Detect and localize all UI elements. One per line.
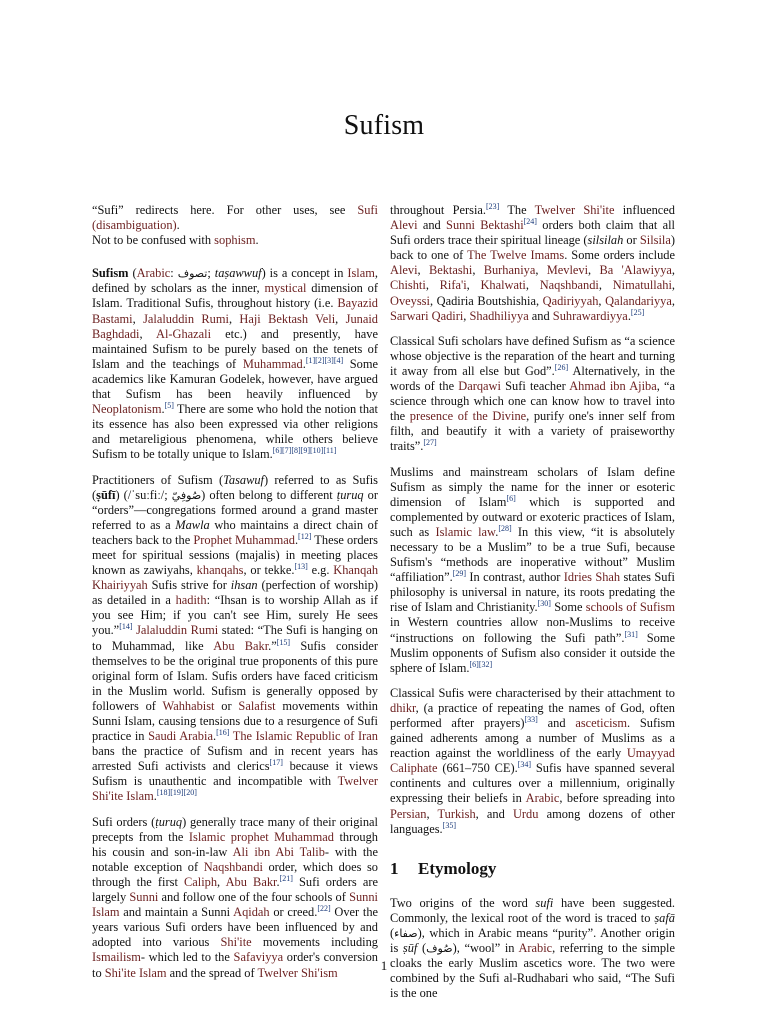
text: Classical Sufis were characterised by their attachment to [390,685,675,700]
citation[interactable]: [12] [298,531,312,541]
link-hadith[interactable]: hadith [175,593,207,608]
text: Some Muslim opponents of Sufism also consider it outside the sphere of Islam. [390,630,675,675]
text: through his cousin and son-in-law [92,829,378,859]
text: , referring to the simple cloaks the early Muslim ascetics wore. The two were combined by the Sufi al-Rudhabari who said, “The Sufi is the one [390,941,675,1001]
text: Muslims and mainstream scholars of Islam define Sufism as simply the name for the inner or esoteric dimension of Islam [390,464,675,509]
page-number: 1 [380,958,388,973]
text: .” [268,638,277,653]
text: movements including [251,935,378,950]
link-order[interactable]: Naqshbandi [539,278,599,293]
text: and [537,716,576,730]
citation[interactable]: [14] [119,622,133,632]
text: , [335,311,346,326]
link-ali[interactable]: Ali ibn Abi Talib [232,844,325,859]
link-khanqahs[interactable]: khanqahs [196,563,244,578]
text: : [170,266,178,281]
text: ) often belong to different [201,487,337,502]
citation[interactable]: [6][32] [469,659,493,669]
section-title: Etymology [418,858,497,878]
text: Some academics like Kamuran Godelek, however, have argued that Sufism has been heavily influenced by [92,356,378,402]
citation[interactable]: [15] [276,637,291,647]
text: , Qadiria Boutshishia, [429,293,543,308]
link-wahhabist[interactable]: Wahhabist [162,698,215,713]
citation[interactable]: [28] [498,523,512,533]
text: . Some orders include [564,248,675,263]
citation[interactable]: [6] [506,493,516,503]
link-iran[interactable]: The Islamic Republic of Iran [232,729,378,744]
text: ) generally trace many of their original precepts from the [92,814,378,844]
text: or “orders”—congregations formed around a grand master referred to as a [92,487,379,532]
link-umayyad-caliphate[interactable]: Umayyad Caliphate [390,746,675,776]
link-ismailism[interactable]: Ismailism [92,950,141,965]
text: Practitioners of Sufism ( [92,472,224,487]
link-order[interactable]: Shadhiliyya [469,308,529,323]
text: or [623,233,640,248]
link-order[interactable]: Khalwati [480,278,526,293]
text: ; [207,266,215,281]
text: Over the years various Sufi orders have been influenced by and adopted into various [92,905,379,950]
term: Tasawuf [223,472,264,487]
citation[interactable]: [26] [554,362,569,372]
text: , [132,311,144,326]
text: . [153,789,157,804]
link-arabic[interactable]: Arabic [518,941,553,956]
text: e.g. [307,563,334,578]
link-junaid[interactable]: Junaid Baghdadi [92,311,378,341]
text: . [276,874,280,889]
citation[interactable]: [30] [537,599,551,609]
arabic-term: صفاء [394,927,418,941]
link-silsila[interactable]: Silsila [639,233,671,248]
link-turkish[interactable]: Turkish [437,806,476,821]
text: . [495,524,499,539]
link-order[interactable]: Mevlevi [546,263,589,278]
term: ṭuruq [336,487,364,502]
text: . Sufism gained adherents among a number of Muslims as a reaction against the worldliness of the early [390,716,675,761]
link-safaviyya[interactable]: Safaviyya [233,950,284,965]
page-title: Sufism [343,110,425,141]
text: Sufis consider themselves to be the original true proponents of this pure original form of Islam. Sufis orders have faced criticism in the Muslim world. Sufism is generally opposed by followers of [92,638,378,713]
citation[interactable]: [35] [442,820,456,830]
text: among dozens of other languages. [390,806,675,836]
link-arabic[interactable]: Arabic [525,791,560,806]
arabic-term: صُوفِيّ [171,488,202,502]
link-rumi[interactable]: Jalaluddin Rumi [136,623,219,638]
link-schools-of-sufism[interactable]: schools of Sufism [585,600,676,615]
link-order[interactable]: Sarwari Qadiri [390,308,464,323]
link-mystical[interactable]: mystical [264,281,307,296]
link-order[interactable]: Burhaniya [483,263,536,278]
text: ), which in Arabic means “purity”. Another origin is [390,926,675,956]
text: , “a science through which one can know how to travel into the [390,379,676,424]
link-bayazid[interactable]: Bayazid Bastami [92,296,378,326]
text: or creed. [269,905,318,920]
text: orders both claim that all Sufi orders trace their spiritual lineage ( [390,218,675,248]
link-twelver-shiism[interactable]: Twelver Shi'ism [257,965,338,980]
citation[interactable]: [21] [279,873,293,883]
section-number: 1 [390,858,399,878]
text: states Sufi philosophy is universal in nature, its roots predating the rise of Islam and Christianity. [390,570,675,615]
text: ) referred to as Sufis ( [92,472,379,502]
text: ) (/ˈsuːfiː/; [115,487,172,502]
term: silsilah [587,233,624,248]
text: , or tekke. [243,563,295,578]
right-column [390,203,675,1012]
link-presence-divine[interactable]: presence of the Divine [409,409,527,424]
paragraph-mainstream [390,465,675,676]
link-persian[interactable]: Persian [390,806,427,821]
link-sunni[interactable]: Sunni [129,890,159,905]
text: In contrast, author [466,570,564,585]
link-islamic-law[interactable]: Islamic law [435,524,496,539]
text: order, which does so through the first [92,859,378,889]
text: (perfection of worship) as detailed in a [92,578,379,608]
text: ( [390,926,395,941]
hatnote-redirect [92,203,378,233]
term: ihsan [230,578,258,593]
text: and the spread of [166,965,258,980]
citation[interactable]: [17] [269,758,283,768]
link-ghazali[interactable]: Al-Ghazali [156,326,212,341]
orders-list: Alevi, Bektashi, Burhaniya, Mevlevi, Ba 'Alawiyya, Chishti, Rifa'i, Khalwati, Naqshbandi, Nimatullahi, Oveyssi [390,263,676,308]
hatnote-text: “Sufi” redirects here. For other uses, see [92,203,358,217]
text: - which led to the [140,950,234,965]
paragraph-lineage [390,203,675,324]
hatnote-confusion [92,233,378,248]
citation[interactable]: [1][2][3][4] [305,355,344,365]
link-sunni-bektashi[interactable]: Sunni Bektashi [446,218,524,233]
text: ) is a concept in [261,266,348,281]
link-saudi-arabia[interactable]: Saudi Arabia [148,729,213,744]
text: , purify one's inner self from filth, and beautify it with a variety of praiseworthy traits”. [390,409,675,454]
link-caliph[interactable]: Caliph [184,874,218,889]
link-khanqah-khairiyyah[interactable]: Khanqah Khairiyyah [92,563,379,593]
text: have been suggested. Commonly, the lexical root of the word is traced to [390,895,675,925]
link-neoplatonism[interactable]: Neoplatonism [92,402,162,417]
link-twelver-shiite[interactable]: Twelver Shi'ite [534,203,615,217]
translit: taṣawwuf [214,266,262,281]
text: because it views Sufism is unauthentic and incompatible with [92,759,379,789]
left-column [92,203,378,991]
paragraph-etymology [390,896,675,1002]
text: . [212,729,217,744]
text: These orders meet for spiritual sessions (majalis) in meeting places known as zawiyahs, [92,532,378,578]
text: ) back to one of [390,233,675,263]
link-aqidah[interactable]: Aqidah [233,905,270,920]
term: ṣafā [654,910,675,925]
text: Sufi orders ( [92,814,156,829]
link-order[interactable]: Qadiriyyah [542,293,599,308]
link-abu-bakr[interactable]: Abu Bakr [225,874,277,889]
lead-term: Sufism [92,266,129,281]
text: - with the notable exception of [92,844,378,874]
link-twelver-shiite-islam[interactable]: Twelver Shi'ite Islam [92,774,378,804]
link-order[interactable]: Ba 'Alawiyya [599,263,672,278]
text: Sufis have spanned several continents and cultures over a millennium, originally expressing their beliefs in [390,761,675,806]
text: ), “wool” in [452,941,519,956]
text: (661–750 CE). [437,761,518,776]
paragraph-orders [92,815,378,981]
citation[interactable]: [5] [164,401,174,410]
text: , [228,311,240,326]
citation[interactable]: [16] [216,727,230,737]
text: in Western countries allow non-Muslims to receive “instructions on following the Sufi path”. [390,615,675,645]
text: influenced [614,203,676,217]
link-sufi-disambiguation[interactable]: Sufi (disambiguation) [92,203,378,233]
term: ṣūf [402,941,418,956]
text: : “Ihsan is to worship Allah as if you see Him; if you can't see Him, surely He sees you.” [92,593,378,638]
text: , [426,806,438,821]
text: which is supported and complemented by outward or exoteric practices of Islam, such as [390,494,675,539]
text: Sufi teacher [500,379,570,394]
link-suhrawardiyya[interactable]: Suhrawardiyya [552,308,628,323]
link-islamic-prophet[interactable]: Islamic prophet Muhammad [188,829,334,844]
term: ṭuruq [155,814,183,829]
hatnote-text: Not to be confused with [92,233,215,248]
link-islam[interactable]: Islam [347,266,375,281]
citation[interactable]: [31] [624,629,638,639]
link-shiite[interactable]: Shi'ite [220,935,252,950]
citation[interactable]: [22] [317,904,331,913]
link-salafist[interactable]: Salafist [238,698,276,713]
text: Alternatively, in the words of the [390,363,675,394]
paragraph-intro [92,266,378,462]
link-muhammad[interactable]: Muhammad [242,356,303,371]
text: , (a practice of repeating the names of God, often performed after prayers) [390,700,675,730]
paragraph-classical-definition [390,334,675,455]
text: Classical Sufi scholars have defined Sufism as “a science whose objective is the reparation of the heart and turning it away from all else but God”. [390,333,675,378]
text: Sufi orders are largely [92,874,378,905]
link-dhikr[interactable]: dhikr [390,700,416,715]
citation[interactable]: [24] [523,216,537,226]
text: stated: “The Sufi is hanging on to Muhammad, like [92,623,378,653]
link-order[interactable]: Alevi [390,263,418,278]
text: Some [550,600,586,615]
text: who maintains a direct chain of teachers back to the [92,517,378,547]
paragraph-practitioners [92,473,378,805]
section-heading-etymology [390,858,675,878]
text: Two origins of the word [390,895,536,910]
link-alevi[interactable]: Alevi [390,218,418,233]
paragraph-classical-sufis [390,686,675,837]
term: sufi [535,895,554,910]
citation[interactable]: [6][7][8][9][10][11] [272,446,337,456]
text: The [499,203,535,217]
link-asceticism[interactable]: asceticism [575,716,627,730]
text: ( [128,266,137,281]
citation[interactable]: [25] [630,307,645,317]
link-order[interactable]: Chishti [390,278,426,293]
arabic-term: صُوف [426,942,453,956]
text: There are some who hold the notion that its essence has also been expressed via other religions and metareligious phenomena, while others believe Sufism to be totally unique to Islam. [92,402,378,462]
text: dimension of Islam. Traditional Sufis, throughout history (i.e. [92,281,378,311]
link-rumi[interactable]: Jalaluddin Rumi [143,311,229,326]
text: and [528,308,553,323]
link-twelve-imams[interactable]: The Twelve Imams [467,248,565,263]
link-sunni-islam[interactable]: Sunni Islam [92,890,378,920]
citation[interactable]: [29] [452,569,467,579]
link-order[interactable]: Nimatullahi [612,278,672,293]
orders-list: Qadiriyyah, Qalandariyya, Sarwari Qadiri, Shadhiliyya [390,293,675,323]
citation[interactable]: [13] [294,561,308,571]
link-ahmad-ibn-ajiba[interactable]: Ahmad ibn Ajiba [569,379,657,394]
citation[interactable]: [34] [517,760,532,770]
text: or [214,698,239,713]
link-order[interactable]: Rifa'i [439,278,467,293]
hatnote-text: . [176,218,180,233]
text: . [302,356,306,371]
link-arabic[interactable]: Arabic [136,266,171,281]
link-prophet-muhammad[interactable]: Prophet Muhammad [193,532,295,547]
text: , [139,326,156,341]
link-idries-shah[interactable]: Idries Shah [563,570,621,585]
link-urdu[interactable]: Urdu [512,806,539,821]
text: etc.) and presently, have maintained Sufism to be purely based on the tenets of Islam and the teachings of [92,326,379,371]
citation[interactable]: [23] [486,201,500,211]
citation[interactable]: [33] [524,714,538,724]
link-order[interactable]: Bektashi [428,263,473,278]
link-naqshbandi[interactable]: Naqshbandi [203,859,263,874]
text: In this view, “it is absolutely necessary to be a Muslim” to be a true Sufi, because Sufism's “methods are inoperative without” Muslim “affiliation”. [390,524,676,585]
text: , defined by scholars as the inner, [92,266,378,296]
link-abu-bakr[interactable]: Abu Bakr [213,638,269,653]
text: throughout Persia. [390,203,487,217]
text: ( [417,941,427,956]
text: . [294,532,299,547]
text: , [217,874,226,889]
hatnote-text: . [255,233,259,248]
link-darqawi[interactable]: Darqawi [458,379,501,394]
link-haji-bektash[interactable]: Haji Bektash Veli [239,311,336,326]
text: . [161,402,165,417]
term: Mawla [175,517,210,532]
text: movements within Sunni Islam, causing tensions due to a resurgence of Sufi practice in [92,698,378,744]
link-order[interactable]: Qalandariyya [605,293,672,308]
text: and maintain a Sunni [119,905,234,920]
text: and follow one of the four schools of [158,890,350,905]
link-sophism[interactable]: sophism [214,233,256,248]
text: , and [475,806,513,821]
text: , before spreading into [559,791,675,806]
text: bans the practice of Sufism and in recent years has arrested Sufi activists and clerics [92,744,378,774]
text: Sufis strive for [147,578,231,593]
citation[interactable]: [18][19][20] [156,788,197,798]
text: . [627,308,631,323]
link-shiite-islam[interactable]: Shi'ite Islam [104,965,167,980]
citation[interactable]: [27] [423,438,437,448]
text: and [417,218,447,233]
term: ṣūfī [96,487,116,502]
link-order[interactable]: Oveyssi [390,293,430,308]
text: order's conversion to [92,950,378,980]
arabic-term: تصوف [177,267,208,281]
